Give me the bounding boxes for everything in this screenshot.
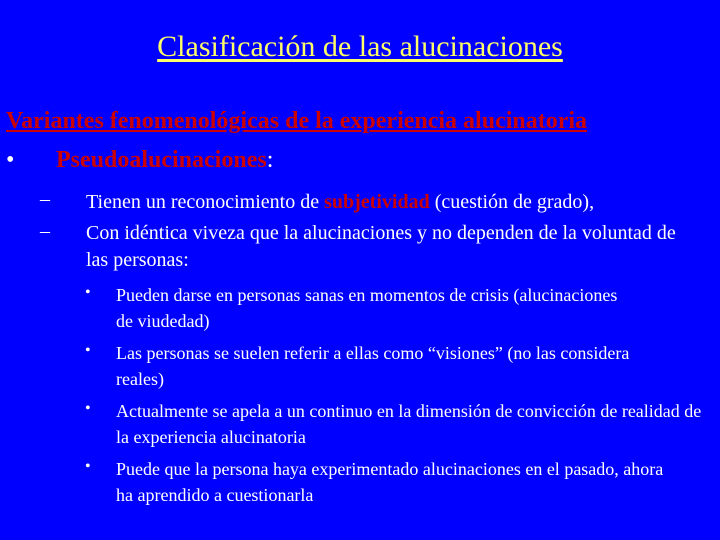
bullet-label: Pseudoalucinaciones	[56, 147, 267, 173]
sub-bullet-marker: •	[85, 284, 91, 301]
dash-marker: –	[40, 220, 50, 242]
sub-item-text-before: Tienen un reconocimiento de	[86, 191, 325, 213]
sub-bullet-marker: •	[85, 342, 91, 359]
sub-bullet-marker: •	[85, 458, 91, 475]
sub-sub-item: Puede que la persona haya experimentado alucinaciones en el pasado, ahora ha aprendido a cuestionarla	[116, 459, 664, 505]
sub-sub-item: Las personas se suelen referir a ellas como “visiones” (no las considera reales)	[116, 343, 630, 389]
bullet-pseudoalucinaciones	[56, 147, 273, 174]
slide-title: Clasificación de las alucinaciones	[157, 30, 563, 63]
sub-sub-item: Pueden darse en personas sanas en momentos de crisis (alucinaciones de viudedad)	[116, 285, 618, 331]
dash-marker: –	[40, 188, 50, 210]
sub-bullet-marker: •	[85, 400, 91, 417]
section-heading: Variantes fenomenológicas de la experiencia alucinatoria	[6, 108, 588, 134]
sub-item-highlight: subjetividad	[324, 191, 430, 213]
bullet-marker: •	[6, 147, 15, 173]
sub-item-viveza: Con idéntica viveza que la alucinaciones y no dependen de la voluntad de las personas:	[86, 222, 676, 271]
sub-sub-item: Actualmente se apela a un continuo en la dimensión de convicción de realidad de la experiencia alucinatoria	[116, 401, 702, 447]
sub-item-subjetividad	[86, 189, 711, 216]
bullet-colon: :	[266, 147, 274, 173]
sub-item-text-after: (cuestión de grado),	[429, 191, 595, 213]
